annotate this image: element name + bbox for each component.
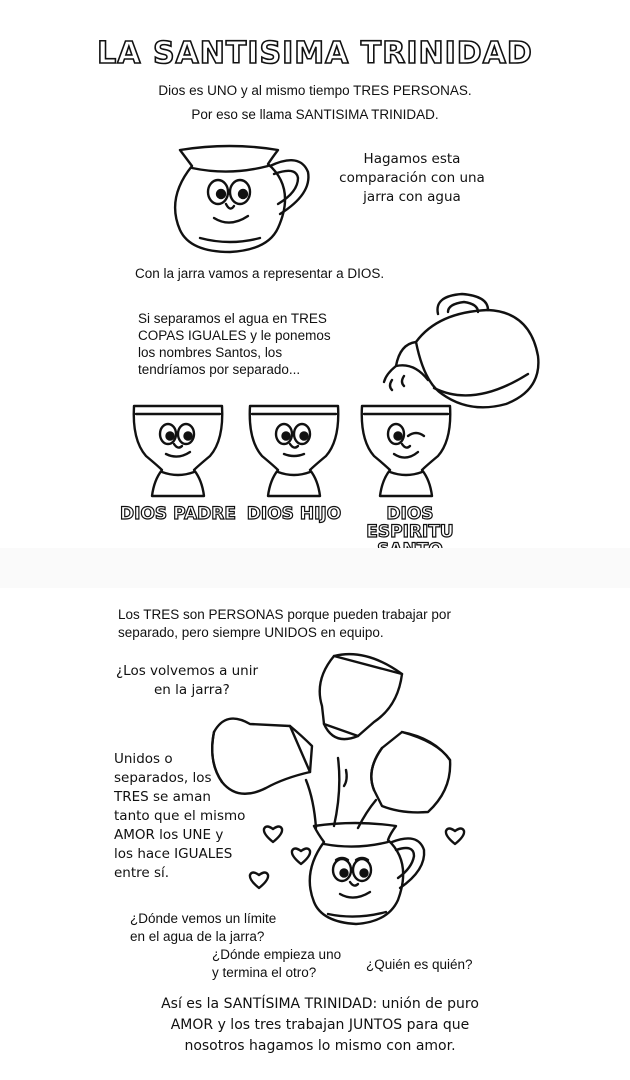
cup-hijo-illustration [244,400,344,500]
conclusion-line-1: Así es la SANTÍSIMA TRINIDAD: unión de puro [161,996,479,1012]
separate-line-2: COPAS IGUALES y le ponemos [138,328,331,343]
question-start [212,946,341,982]
conclusion-line-2: AMOR y los tres trabajan JUNTOS para que [170,1017,470,1033]
united-line-6: los hace IGUALES [114,846,233,862]
persons-text [118,606,451,642]
comparison-line-3: jarra con agua [363,189,461,205]
united-line-3: TRES se aman [114,789,211,805]
comparison-line-1: Hagamos esta [363,151,461,167]
persons-line-1: Los TRES son PERSONAS porque pueden trabajar por [118,607,451,622]
united-line-7: entre sí. [114,865,170,881]
cup-label-espiritu-line-1: DIOS ESPIRITU [366,504,454,542]
cup-label-hijo: DIOS HIJO [246,504,342,524]
heart-icon [262,824,284,844]
separate-line-1: Si separamos el agua en TRES [138,311,327,326]
question-start-line-1: ¿Dónde empieza uno [212,947,342,962]
jug-smiling-illustration [300,818,430,928]
separate-line-3: los nombres Santos, los [138,345,283,360]
page-title: LA SANTISIMA TRINIDAD [97,36,533,71]
united-line-5: AMOR los UNE y [114,827,224,843]
jug-represents-text: Con la jarra vamos a representar a DIOS. [135,266,385,281]
comparison-line-2: comparación con una [339,170,485,186]
cup-label-padre: DIOS PADRE [120,504,236,524]
intro-line-1: Dios es UNO y al mismo tiempo TRES PERSONAS. [158,83,472,98]
heart-icon [444,826,466,846]
united-line-2: separados, los [114,770,212,786]
conclusion-text [100,994,540,1057]
intro-line-2: Por eso se llama SANTISIMA TRINIDAD. [191,107,439,122]
reunite-line-2: en la jarra? [154,682,230,698]
separate-line-4: tendríamos por separado... [138,362,301,377]
cup-espiritu-illustration [356,400,456,500]
jug-illustration [160,138,320,258]
question-start-line-2: y termina el otro? [212,965,317,980]
united-line-4: tanto que el mismo [114,808,246,824]
question-limit [130,910,276,946]
united-text [114,750,245,883]
question-limit-line-1: ¿Dónde vemos un límite [130,911,277,926]
question-who: ¿Quién es quién? [366,957,473,972]
section-divider [0,548,630,588]
separate-text [138,310,331,378]
heart-icon [248,870,270,890]
cup-padre-illustration [128,400,228,500]
persons-line-2: separado, pero siempre UNIDOS en equipo. [118,625,384,640]
conclusion-line-3: nosotros hagamos lo mismo con amor. [184,1038,456,1054]
united-line-1: Unidos o [114,751,173,767]
question-limit-line-2: en el agua de la jarra? [130,929,265,944]
reunite-line-1: ¿Los volvemos a unir [116,663,259,679]
